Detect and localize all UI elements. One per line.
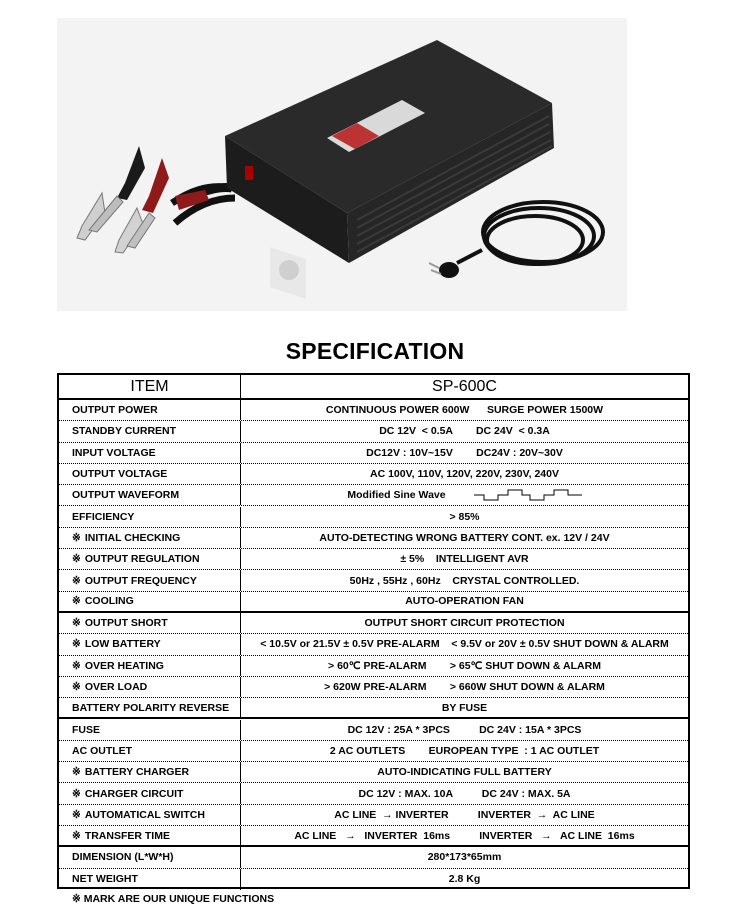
table-row bbox=[59, 464, 688, 485]
row-value-text: CONTINUOUS POWER 600W SURGE POWER 1500W bbox=[325, 404, 604, 417]
row-value-text: > 60℃ PRE-ALARM > 65℃ SHUT DOWN & ALARM bbox=[328, 659, 601, 672]
footnote: ※ MARK ARE OUR UNIQUE FUNCTIONS bbox=[72, 893, 275, 905]
unique-function-mark: ※ bbox=[72, 617, 81, 630]
row-label bbox=[59, 592, 241, 611]
row-label bbox=[59, 783, 241, 803]
table-row bbox=[59, 507, 688, 528]
row-value bbox=[241, 421, 688, 441]
row-value bbox=[241, 720, 688, 740]
row-value-text: > 85% bbox=[449, 510, 480, 523]
row-label-text: OVER HEATING bbox=[84, 659, 164, 672]
row-value-text: AUTO-INDICATING FULL BATTERY bbox=[377, 766, 552, 779]
row-value bbox=[241, 762, 688, 782]
unique-function-mark: ※ bbox=[72, 787, 81, 800]
specification-title: SPECIFICATION bbox=[285, 338, 465, 364]
row-value-text: OUTPUT SHORT CIRCUIT PROTECTION bbox=[364, 617, 565, 630]
row-value-text: ± 5% INTELLIGENT AVR bbox=[400, 553, 529, 566]
row-value bbox=[241, 869, 688, 890]
product-photo bbox=[57, 18, 627, 311]
row-value bbox=[241, 741, 688, 761]
row-value bbox=[241, 400, 688, 420]
row-label bbox=[59, 826, 241, 845]
unique-function-mark: ※ bbox=[72, 595, 81, 608]
row-value bbox=[241, 592, 688, 611]
table-row bbox=[59, 400, 688, 421]
row-value bbox=[241, 805, 688, 825]
table-header-row bbox=[59, 375, 688, 400]
row-label-text: LOW BATTERY bbox=[84, 638, 161, 651]
row-label-text: INITIAL CHECKING bbox=[84, 531, 181, 544]
row-label-text: OUTPUT REGULATION bbox=[84, 553, 200, 566]
row-value-text: AC 100V, 110V, 120V, 220V, 230V, 240V bbox=[370, 468, 559, 481]
row-value-text: AUTO-DETECTING WRONG BATTERY CONT. ex. 12V / 24V bbox=[319, 531, 610, 544]
table-row bbox=[59, 826, 688, 847]
row-label bbox=[59, 528, 241, 548]
row-label-text: DIMENSION (L*W*H) bbox=[72, 851, 174, 864]
unique-function-mark: ※ bbox=[72, 574, 81, 587]
table-row bbox=[59, 869, 688, 890]
row-value bbox=[241, 485, 688, 505]
row-label bbox=[59, 613, 241, 633]
table-row bbox=[59, 720, 688, 741]
row-label bbox=[59, 634, 241, 654]
column-header-model: SP-600C bbox=[432, 377, 497, 395]
row-label bbox=[59, 400, 241, 420]
table-row bbox=[59, 443, 688, 464]
table-row bbox=[59, 549, 688, 570]
table-row bbox=[59, 741, 688, 762]
row-value bbox=[241, 528, 688, 548]
row-label bbox=[59, 869, 241, 890]
row-label-text: OUTPUT WAVEFORM bbox=[72, 489, 180, 502]
row-label bbox=[59, 698, 241, 717]
row-label bbox=[59, 549, 241, 569]
table-row bbox=[59, 592, 688, 613]
row-label-text: OVER LOAD bbox=[84, 681, 148, 694]
row-value bbox=[241, 549, 688, 569]
row-label-text: OUTPUT POWER bbox=[72, 404, 158, 417]
row-label-text: COOLING bbox=[84, 595, 134, 608]
row-label bbox=[59, 762, 241, 782]
row-label bbox=[59, 677, 241, 697]
row-label-text: FUSE bbox=[72, 723, 101, 736]
table-row bbox=[59, 783, 688, 804]
ac-cord-icon bbox=[457, 202, 603, 264]
row-value bbox=[241, 464, 688, 484]
row-value-text: AC LINE → INVERTER 16ms INVERTER → AC LINE 16ms bbox=[294, 829, 635, 842]
table-row bbox=[59, 613, 688, 634]
row-value bbox=[241, 847, 688, 867]
row-label bbox=[59, 507, 241, 527]
table-row bbox=[59, 847, 688, 868]
table-row bbox=[59, 570, 688, 591]
row-label-text: CHARGER CIRCUIT bbox=[84, 787, 184, 800]
row-label bbox=[59, 485, 241, 505]
table-row bbox=[59, 656, 688, 677]
table-row bbox=[59, 528, 688, 549]
row-label bbox=[59, 421, 241, 441]
table-row bbox=[59, 677, 688, 698]
row-value-text: AC LINE → INVERTER INVERTER → AC LINE bbox=[334, 808, 595, 821]
row-value-text: DC 12V < 0.5A DC 24V < 0.3A bbox=[379, 425, 550, 438]
table-row bbox=[59, 634, 688, 655]
row-label-text: NET WEIGHT bbox=[72, 873, 138, 886]
table-row bbox=[59, 698, 688, 719]
row-label-text: STANDBY CURRENT bbox=[72, 425, 177, 438]
row-value bbox=[241, 443, 688, 463]
column-header-item: ITEM bbox=[59, 375, 241, 398]
row-value bbox=[241, 570, 688, 590]
euro-plug-icon bbox=[429, 262, 459, 278]
row-value-text: DC12V : 10V~15V DC24V : 20V~30V bbox=[366, 446, 563, 459]
table-row bbox=[59, 485, 688, 506]
row-value-text: 50Hz , 55Hz , 60Hz CRYSTAL CONTROLLED. bbox=[349, 574, 580, 587]
unique-function-mark: ※ bbox=[72, 553, 81, 566]
unique-function-mark: ※ bbox=[72, 808, 81, 821]
row-value bbox=[241, 656, 688, 676]
inverter-illustration bbox=[57, 18, 627, 311]
row-label bbox=[59, 464, 241, 484]
row-value-text: 2 AC OUTLETS EUROPEAN TYPE : 1 AC OUTLET bbox=[329, 744, 600, 757]
row-value bbox=[241, 783, 688, 803]
row-label bbox=[59, 741, 241, 761]
row-label-text: EFFICIENCY bbox=[72, 510, 135, 523]
row-value bbox=[241, 507, 688, 527]
row-value bbox=[241, 613, 688, 633]
row-label-text: BATTERY CHARGER bbox=[84, 766, 190, 779]
row-label bbox=[59, 656, 241, 676]
row-label-text: TRANSFER TIME bbox=[84, 829, 170, 842]
row-value-text: Modified Sine Wave bbox=[347, 489, 446, 502]
row-label-text: OUTPUT VOLTAGE bbox=[72, 468, 168, 481]
row-label-text: OUTPUT SHORT bbox=[84, 617, 168, 630]
row-value-text: DC 12V : 25A * 3PCS DC 24V : 15A * 3PCS bbox=[347, 723, 582, 736]
unique-function-mark: ※ bbox=[72, 659, 81, 672]
row-value-text: DC 12V : MAX. 10A DC 24V : MAX. 5A bbox=[358, 787, 571, 800]
row-value-text: > 620W PRE-ALARM > 660W SHUT DOWN & ALARM bbox=[324, 681, 605, 694]
row-label bbox=[59, 720, 241, 740]
row-label bbox=[59, 443, 241, 463]
row-value-text: BY FUSE bbox=[441, 701, 488, 714]
specification-table bbox=[57, 373, 690, 889]
row-label-text: BATTERY POLARITY REVERSE bbox=[72, 701, 230, 714]
row-value bbox=[241, 698, 688, 717]
row-label-text: AUTOMATICAL SWITCH bbox=[84, 808, 205, 821]
row-value bbox=[241, 634, 688, 654]
modified-sine-waveform-icon bbox=[474, 488, 582, 502]
row-value-text: AUTO-OPERATION FAN bbox=[405, 595, 524, 608]
unique-function-mark: ※ bbox=[72, 531, 81, 544]
row-value bbox=[241, 677, 688, 697]
table-row bbox=[59, 762, 688, 783]
unique-function-mark: ※ bbox=[72, 638, 81, 651]
unique-function-mark: ※ bbox=[72, 766, 81, 779]
row-label bbox=[59, 847, 241, 867]
table-row bbox=[59, 421, 688, 442]
row-label-text: AC OUTLET bbox=[72, 744, 133, 757]
row-label-text: INPUT VOLTAGE bbox=[72, 446, 156, 459]
table-row bbox=[59, 805, 688, 826]
row-value-text: 280*173*65mm bbox=[427, 851, 502, 864]
unique-function-mark: ※ bbox=[72, 681, 81, 694]
row-value-text: < 10.5V or 21.5V ± 0.5V PRE-ALARM < 9.5V or 20V ± 0.5V SHUT DOWN & ALARM bbox=[260, 638, 669, 651]
unique-function-mark: ※ bbox=[72, 829, 81, 842]
row-value-text: 2.8 Kg bbox=[448, 873, 481, 886]
power-switch-icon bbox=[245, 166, 253, 180]
row-label-text: OUTPUT FREQUENCY bbox=[84, 574, 197, 587]
row-label bbox=[59, 570, 241, 590]
row-label bbox=[59, 805, 241, 825]
row-value bbox=[241, 826, 688, 845]
